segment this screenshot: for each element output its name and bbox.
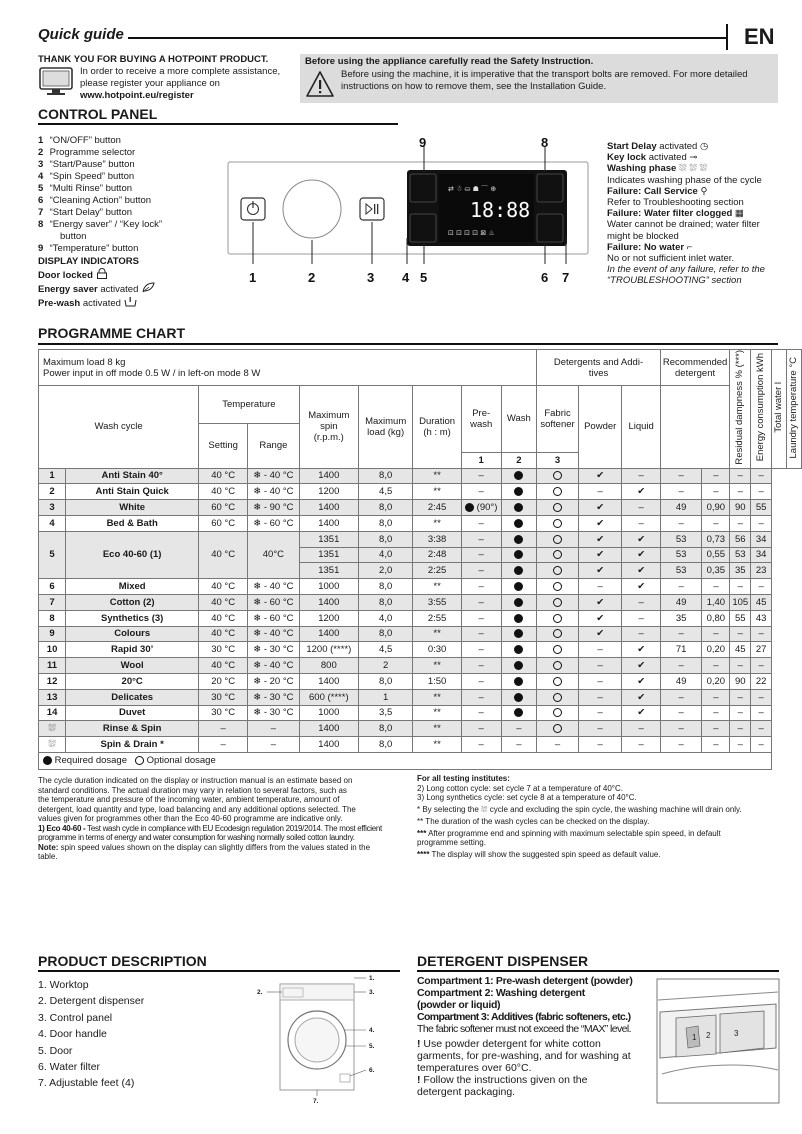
thanks-line-1: In order to receive a more complete assistance, [80, 66, 281, 77]
computer-icon [38, 67, 74, 97]
table-row: 9 Colours 40 °C ❄ - 40 °C 1400 8,0 ** – ✔ – – – – – [39, 626, 802, 642]
table-row: 12 20°C 20 °C ❄ - 20 °C 1400 8,0 1:50 – – ✔ 49 0,20 90 22 [39, 673, 802, 689]
svg-text:⇄ ☃ ⛀ ☗ ⌒ ⊕: ⇄ ☃ ⛀ ☗ ⌒ ⊕ [448, 185, 497, 193]
table-row: 13 Delicates 30 °C ❄ - 30 °C 600 (****) 1 ** – – ✔ – – – – [39, 689, 802, 705]
detergent-dispenser-rule [417, 970, 779, 972]
cp-item-3: 3 “Start/Pause” button [38, 159, 135, 170]
panel-num-1: 1 [249, 270, 257, 285]
rinse-spin-icon: ⛆ [39, 721, 66, 737]
col-c2: 2 [501, 452, 537, 468]
svg-text:3: 3 [734, 1029, 739, 1038]
notes-right: For all testing institutes: 2) Long cotton cycle: set cycle 7 at a temperature of 40°C. 3) Long synthetics cycle: set cycle 8 at a temperature of 40°C. * By selecting the ⛆ cycle and excluding the spin cycle, the washing machine will drain only. ** The duration of the wash cycles can be checked on the display. *** After programme end and spinning with maximum selectable spin speed, in default programme setting. **** The display will show the suggested spin speed as default value. [417, 774, 742, 859]
washing-phase-icons: ⛆ ⛆ ⛆ [678, 163, 708, 175]
cp-item-4: 4 “Spin Speed” button [38, 171, 135, 182]
col-temperature: Temperature [199, 386, 299, 424]
control-panel-rule [38, 123, 398, 125]
panel-num-6: 6 [541, 270, 549, 285]
col-wash: Wash [501, 386, 537, 453]
door-locked-indicator: Door locked [38, 268, 213, 282]
spin-drain-icon: ⛆ [39, 737, 66, 753]
table-row: 1351 4,0 2:48 – ✔ ✔ 53 0,55 53 34 [39, 547, 802, 563]
table-row: 5 Eco 40-60 (1) 40 °C 40°C 1351 8,0 3:38 – ✔ ✔ 53 0,73 56 34 [39, 531, 802, 547]
safety-line-1: Before using the machine, it is imperative that the transport bolts are removed. For more detailed [341, 69, 748, 80]
panel-num-9: 9 [419, 136, 427, 150]
panel-num-4: 4 [402, 270, 410, 285]
language-code: EN [744, 24, 775, 49]
table-row: 3 White 60 °C ❄ - 90 °C 1400 8,0 2:45 (90°) ✔ – 49 0,90 90 55 [39, 500, 802, 516]
page-title: Quick guide [38, 26, 124, 43]
header-rule [128, 37, 726, 39]
list-item: 6. Water filter [38, 1061, 101, 1074]
dispenser-text: Compartment 1: Pre-wash detergent (powder) Compartment 2: Washing detergent (powder or liquid) Compartment 3: Additives (fabric softeners, etc.) The fabric softener must not exceed the “MAX” level. ! Use powder detergent for white cotton garments, for pre-washing, and for washing at temperatures over 60°C. ! Follow the instructions given on the detergent packaging. [417, 975, 633, 1098]
table-intro: Maximum load 8 kg Power input in off mode 0.5 W / in left-on mode 8 W [39, 350, 537, 386]
thanks-text [80, 66, 295, 102]
cp-item-5: 5 “Multi Rinse” button [38, 183, 133, 194]
svg-text:18:88: 18:88 [470, 198, 531, 222]
control-panel-list [38, 135, 213, 310]
col-laundry: Laundry temperature °C [787, 350, 802, 469]
table-row: 10 Rapid 30’ 30 °C ❄ - 30 °C 1200 (****) 4,5 0:30 – – ✔ 71 0,20 45 27 [39, 642, 802, 658]
padlock-icon [96, 268, 108, 279]
safety-line-2: instructions on how to remove them, see the Installation Guide. [341, 81, 607, 92]
list-item: 3. Control panel [38, 1011, 113, 1024]
panel-num-8: 8 [541, 136, 549, 150]
detergent-dispenser-heading: DETERGENT DISPENSER [417, 953, 589, 969]
tap-icon: ⌐ [686, 241, 693, 253]
cp-item-6: 6 “Cleaning Action” button [38, 195, 152, 206]
clock-icon: ◷ [699, 141, 709, 152]
table-row: 11 Wool 40 °C ❄ - 40 °C 800 2 ** – – ✔ – – – – [39, 658, 802, 674]
prewash-icon [124, 296, 137, 307]
col-wash-cycle: Wash cycle [39, 386, 199, 469]
product-parts-list [38, 977, 144, 1092]
display-indicators-heading: DISPLAY INDICATORS [38, 256, 140, 267]
svg-text:6.: 6. [369, 1067, 375, 1074]
dispenser-diagram [656, 978, 780, 1104]
header-divider [726, 24, 728, 50]
table-row: 1 Anti Stain 40° 40 °C ❄ - 40 °C 1400 8,0 ** – ✔ – – – – – [39, 468, 802, 484]
table-row: 6 Mixed 40 °C ❄ - 40 °C 1000 8,0 ** – – ✔ – – – – [39, 579, 802, 595]
prewash-indicator: Pre-wash activated [38, 296, 213, 310]
exclamation-icon: ! [417, 1074, 421, 1086]
col-max-spin: Maximum spin (r.p.m.) [299, 386, 358, 469]
cp-item-7: 7 “Start Delay” button [38, 207, 133, 218]
col-powder: Powder [578, 386, 622, 469]
panel-num-7: 7 [562, 270, 570, 285]
list-item: 2. Detergent dispenser [38, 995, 145, 1008]
legend-row: Required dosage Optional dosage [39, 752, 802, 769]
key-icon: ⊸ [689, 152, 698, 164]
table-row: 2 Anti Stain Quick 40 °C ❄ - 40 °C 1200 4,5 ** – – ✔ – – – – [39, 484, 802, 500]
panel-num-2: 2 [308, 270, 316, 285]
table-row: ⛆ Spin & Drain * – – 1400 8,0 ** – – – – – – – – – [39, 737, 802, 753]
svg-text:5.: 5. [369, 1043, 375, 1050]
cp-item-2: 2 Programme selector [38, 147, 136, 158]
col-water: Total water l [772, 350, 787, 469]
col-detergents: Detergents and Addi- tives [537, 350, 661, 386]
warning-icon [305, 70, 335, 98]
thanks-title: THANK YOU FOR BUYING A HOTPOINT PRODUCT. [38, 54, 269, 65]
col-residual: Residual dampness % (***) [730, 350, 751, 469]
cp-item-8: 8 “Energy saver” / “Key lock” [38, 219, 163, 230]
list-item: 1. Worktop [38, 979, 89, 991]
table-row: 14 Duvet 30 °C ❄ - 30 °C 1000 3,5 ** – – ✔ – – – – [39, 705, 802, 721]
col-c1: 1 [461, 452, 501, 468]
register-link[interactable]: www.hotpoint.eu/register [80, 90, 194, 101]
programme-chart-rule [38, 343, 778, 345]
filter-icon: ▦ [734, 208, 744, 220]
svg-text:3.: 3. [369, 989, 375, 996]
indicator-list: Start Delay activated ◷ Key lock activated ⊸ Washing phase ⛆ ⛆ ⛆ Indicates washing phase of the cycle Failure: Call Service ⚲ Refer to Troubleshooting section Failure: Water filter clogged ▦ Water cannot be drained; water filter might be blocked Failure: No water ⌐ No or not sufficient inlet water. In the event of any failure, refer to the “TROUBLESHOOTING” section [607, 141, 765, 287]
svg-text:7.: 7. [313, 1098, 319, 1105]
washer-diagram [252, 970, 382, 1108]
exclamation-icon: ! [417, 1038, 421, 1050]
col-c3: 3 [537, 452, 579, 468]
safety-title: Before using the appliance carefully read the Safety Instruction. [305, 56, 594, 67]
thanks-line-2: please register your appliance on [80, 78, 220, 89]
col-liquid: Liquid [622, 386, 660, 469]
programme-table [38, 349, 802, 770]
col-prewash: Pre- wash [461, 386, 501, 453]
cp-item-9: 9 “Temperature” button [38, 243, 139, 254]
col-duration: Duration (h : m) [413, 386, 461, 469]
table-row: 7 Cotton (2) 40 °C ❄ - 60 °C 1400 8,0 3:55 – ✔ – 49 1,40 105 45 [39, 594, 802, 610]
table-row: ⛆ Rinse & Spin – – 1400 8,0 ** – – – – – – – – [39, 721, 802, 737]
svg-text:4.: 4. [369, 1027, 375, 1034]
leaf-icon [141, 282, 155, 293]
svg-text:2.: 2. [257, 989, 263, 996]
list-item: 7. Adjustable feet (4) [38, 1077, 135, 1090]
svg-text:1.: 1. [369, 975, 375, 982]
col-fabric: Fabric softener [537, 386, 579, 453]
wrench-icon: ⚲ [700, 185, 708, 197]
energy-saver-indicator: Energy saver activated [38, 282, 213, 296]
product-description-heading: PRODUCT DESCRIPTION [38, 953, 207, 969]
notes-left: The cycle duration indicated on the display or instruction manual is an estimate based on standard conditions. The actual duration may vary in relation to several factors, such as the temperature and pressure of the incoming water, ambient temperature, amount of detergent, load quantity and type, load balancing and any additional options selected. The values given for programmes other than the Eco 40-60 programme are indicative only. 1) Eco 40-60 - Test wash cycle in compliance with EU Ecodesign regulation 2019/2014. The most efficient programme in terms of energy and water consumption for washing normally soiled cotton laundry. Note: spin speed values shown on the display can slightly differs from the values stated in the table. [38, 776, 382, 861]
programme-chart-heading: PROGRAMME CHART [38, 325, 185, 341]
list-item: 4. Door handle [38, 1028, 107, 1041]
control-panel-diagram [226, 136, 591, 288]
cp-item-8b: button [60, 231, 87, 242]
col-recommended: Recommended detergent [660, 350, 729, 386]
col-energy: Energy consumption kWh [751, 350, 772, 469]
svg-text:2: 2 [706, 1031, 711, 1040]
table-row: 4 Bed & Bath 60 °C ❄ - 60 °C 1400 8,0 ** – ✔ – – – – – [39, 515, 802, 531]
panel-num-3: 3 [367, 270, 375, 285]
table-row: 1351 2,0 2:25 – ✔ ✔ 53 0,35 35 23 [39, 563, 802, 579]
spin-drain-icon: ⛆ [481, 804, 488, 814]
col-max-load: Maximum load (kg) [358, 386, 412, 469]
list-item: 5. Door [38, 1044, 73, 1057]
table-row: 8 Synthetics (3) 40 °C ❄ - 60 °C 1200 4,0 2:55 – ✔ – 35 0,80 55 43 [39, 610, 802, 626]
safety-text [341, 69, 777, 93]
col-setting: Setting [199, 423, 248, 468]
cp-item-1: 1 “ON/OFF” button [38, 135, 121, 146]
svg-text:1: 1 [692, 1033, 697, 1042]
control-panel-heading: CONTROL PANEL [38, 106, 158, 122]
col-range: Range [248, 423, 300, 468]
panel-num-5: 5 [420, 270, 428, 285]
svg-text:⊡ ⊡ ⊡ ⊡ ⊠ ♨: ⊡ ⊡ ⊡ ⊡ ⊠ ♨ [448, 229, 495, 237]
